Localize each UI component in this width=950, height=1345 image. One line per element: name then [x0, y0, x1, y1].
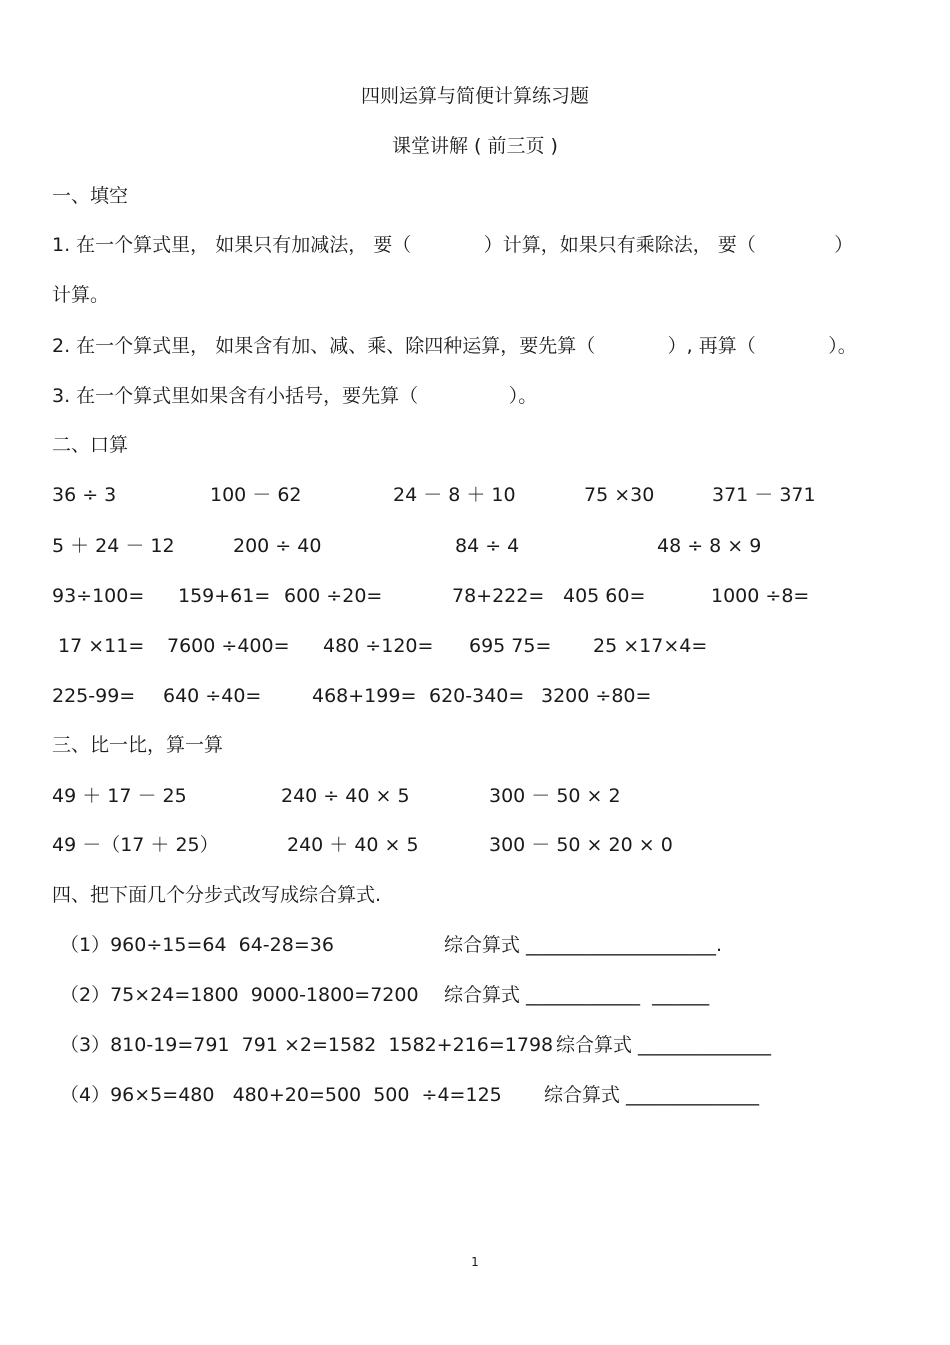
mental-calc-item: 5 ＋ 24 － 12 [52, 535, 175, 557]
compare-item: 240 ÷ 40 × 5 [281, 785, 410, 807]
mental-calc-item: 93÷100= [52, 585, 145, 607]
mental-calc-item: 25 ×17×4= [593, 635, 708, 657]
q1-line2: 计算。 [52, 284, 110, 306]
mental-calc-item: 24 － 8 ＋ 10 [393, 484, 516, 506]
mental-calc-item: 48 ÷ 8 × 9 [657, 535, 762, 557]
section3-heading: 三、比一比，算一算 [52, 734, 224, 756]
mental-calc-item: 600 ÷20= [284, 585, 383, 607]
mental-calc-item: 84 ÷ 4 [455, 535, 520, 557]
compare-item: 300 － 50 × 20 × 0 [489, 834, 673, 856]
mental-calc-item: 7600 ÷400= [167, 635, 290, 657]
mental-calc-item: 620-340= [429, 685, 525, 707]
step-expression: （1）960÷15=64 64-28=36 [60, 934, 334, 956]
section2-heading: 二、口算 [52, 434, 129, 456]
combined-expression-blank: 综合算式 ____________________. [444, 934, 723, 956]
compare-item: 49 －（17 ＋ 25） [52, 834, 219, 856]
mental-calc-item: 480 ÷120= [323, 635, 434, 657]
mental-calc-item: 405 60= [563, 585, 646, 607]
mental-calc-item: 640 ÷40= [163, 685, 262, 707]
mental-calc-item: 17 ×11= [58, 635, 145, 657]
mental-calc-item: 3200 ÷80= [541, 685, 652, 707]
combined-expression-blank: 综合算式 ______________ [544, 1084, 760, 1106]
mental-calc-item: 468+199= [312, 685, 417, 707]
mental-calc-item: 159+61= [178, 585, 271, 607]
page-title: 四则运算与简便计算练习题 [360, 85, 589, 107]
q3: 3. 在一个算式里如果含有小括号，要先算（ ）。 [52, 385, 538, 407]
page-number: 1 [471, 1255, 479, 1269]
step-expression: （4）96×5=480 480+20=500 500 ÷4=125 [60, 1084, 502, 1106]
step-expression: （3）810-19=791 791 ×2=1582 1582+216=1798 [60, 1034, 554, 1056]
combined-expression-blank: 综合算式 ____________ ______ [444, 984, 710, 1006]
mental-calc-item: 75 ×30 [584, 484, 655, 506]
q1-line1: 1. 在一个算式里， 如果只有加减法， 要（ ）计算，如果只有乘除法， 要（ ） [52, 234, 854, 256]
mental-calc-item: 78+222= [452, 585, 545, 607]
section1-heading: 一、填空 [52, 185, 129, 207]
compare-item: 49 ＋ 17 － 25 [52, 785, 187, 807]
section4-heading: 四、把下面几个分步式改写成综合算式. [52, 884, 382, 906]
compare-item: 240 ＋ 40 × 5 [287, 834, 419, 856]
page-subtitle: 课堂讲解 ( 前三页 ) [392, 135, 558, 157]
mental-calc-item: 695 75= [469, 635, 552, 657]
compare-item: 300 － 50 × 2 [489, 785, 621, 807]
mental-calc-item: 200 ÷ 40 [233, 535, 322, 557]
mental-calc-item: 1000 ÷8= [711, 585, 810, 607]
mental-calc-item: 36 ÷ 3 [52, 484, 117, 506]
mental-calc-item: 100 － 62 [210, 484, 302, 506]
mental-calc-item: 371 － 371 [712, 484, 816, 506]
step-expression: （2）75×24=1800 9000-1800=7200 [60, 984, 419, 1006]
q2: 2. 在一个算式里， 如果含有加、减、乘、除四种运算，要先算（ ）, 再算（ ）。 [52, 335, 857, 357]
mental-calc-item: 225-99= [52, 685, 136, 707]
combined-expression-blank: 综合算式 ______________ [556, 1034, 772, 1056]
